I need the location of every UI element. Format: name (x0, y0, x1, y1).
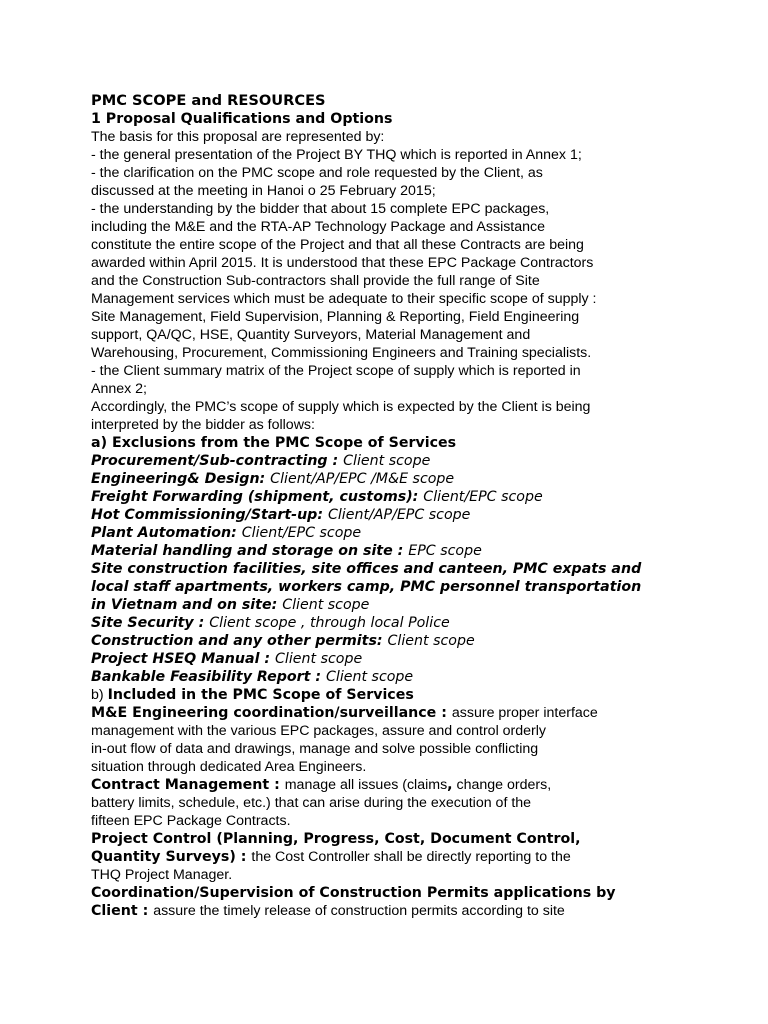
text-line (91, 326, 691, 344)
text-run: including the M&E and the RTA-AP Technology Package and Assistance (91, 219, 546, 235)
text-run: awarded within April 2015. It is understood that these EPC Package Contractors (91, 255, 594, 271)
text-run: interpreted by the bidder as follows: (91, 417, 315, 433)
text-run: Construction and any other permits: (91, 633, 388, 649)
text-run: Accordingly, the PMC’s scope of supply which is expected by the Client is being (91, 399, 591, 415)
document-page (91, 92, 691, 920)
text-line (91, 542, 691, 560)
text-run: battery limits, schedule, etc.) that can arise during the execution of the (91, 795, 532, 811)
text-line (91, 254, 691, 272)
text-line (91, 812, 691, 830)
text-run: b) (91, 687, 108, 703)
text-run: assure proper interface (451, 705, 598, 721)
text-run: constitute the entire scope of the Project and that all these Contracts are being (91, 237, 584, 253)
text-run: - the understanding by the bidder that about 15 complete EPC packages, (91, 201, 550, 217)
text-line (91, 308, 691, 326)
text-run: EPC scope (408, 543, 482, 559)
text-line (91, 236, 691, 254)
text-run: , (447, 777, 453, 793)
text-run: - the general presentation of the Project BY THQ which is reported in Annex 1; (91, 147, 582, 163)
text-line (91, 902, 691, 920)
text-line (91, 470, 691, 488)
text-run: Engineering& Design: (91, 471, 271, 487)
text-run: The basis for this proposal are represented by: (91, 129, 385, 145)
text-run: support, QA/QC, HSE, Quantity Surveyors, Material Management and (91, 327, 531, 343)
text-line (91, 794, 691, 812)
text-run: Material handling and storage on site : (91, 543, 409, 559)
text-run: Procurement/Sub-contracting : (91, 453, 344, 469)
text-line (91, 776, 691, 794)
text-line (91, 884, 691, 902)
text-run: Client/AP/EPC /M&E scope (270, 471, 455, 487)
text-run: the Cost Controller shall be directly reporting to the (251, 849, 571, 865)
text-line (91, 164, 691, 182)
text-run: Project HSEQ Manual : (91, 651, 275, 667)
text-run: Client scope (343, 453, 431, 469)
text-line (91, 92, 691, 110)
text-run: Coordination/Supervision of Construction Permits applications by (91, 885, 616, 901)
text-run: Contract Management : (91, 777, 285, 793)
text-run: Project Control (Planning, Progress, Cost, Document Control, (91, 831, 581, 847)
text-line (91, 650, 691, 668)
text-run: change orders, (452, 777, 552, 793)
text-line (91, 182, 691, 200)
text-line (91, 596, 691, 614)
text-run: - the clarification on the PMC scope and role requested by the Client, as (91, 165, 543, 181)
text-run: Plant Automation: (91, 525, 242, 541)
text-run: a) Exclusions from the PMC Scope of Services (91, 435, 457, 451)
text-line (91, 560, 691, 578)
text-run: Management services which must be adequate to their specific scope of supply : (91, 291, 597, 307)
text-run: discussed at the meeting in Hanoi o 25 February 2015; (91, 183, 436, 199)
text-line (91, 218, 691, 236)
text-line (91, 434, 691, 452)
text-run: assure the timely release of construction permits according to site (153, 903, 565, 919)
text-run: Client scope (282, 597, 370, 613)
text-line (91, 272, 691, 290)
text-line (91, 848, 691, 866)
text-line (91, 866, 691, 884)
text-line (91, 758, 691, 776)
text-run: Site construction facilities, site offices and canteen, PMC expats and (91, 561, 642, 577)
text-line (91, 146, 691, 164)
text-line (91, 344, 691, 362)
text-run: THQ Project Manager. (91, 867, 233, 883)
text-run: Client/AP/EPC scope (327, 507, 471, 523)
text-run: Hot Commissioning/Start-up: (91, 507, 328, 523)
text-run: local staff apartments, workers camp, PMC personnel transportation (91, 579, 642, 595)
text-run: Client scope (387, 633, 475, 649)
text-run: Annex 2; (91, 381, 148, 397)
text-line (91, 452, 691, 470)
text-line (91, 380, 691, 398)
text-run: situation through dedicated Area Engineers. (91, 759, 367, 775)
text-run: M&E Engineering coordination/surveillance : (91, 705, 452, 721)
text-run: manage all issues (claims (284, 777, 448, 793)
text-run: Bankable Feasibility Report : (91, 669, 326, 685)
text-line (91, 632, 691, 650)
text-line (91, 614, 691, 632)
text-run: Warehousing, Procurement, Commissioning Engineers and Training specialists. (91, 345, 592, 361)
text-line (91, 362, 691, 380)
text-run: fifteen EPC Package Contracts. (91, 813, 291, 829)
text-run: Client scope , through local Police (209, 615, 450, 631)
text-line (91, 506, 691, 524)
text-run: Freight Forwarding (shipment, customs): (91, 489, 424, 505)
text-run: Site Management, Field Supervision, Planning & Reporting, Field Engineering (91, 309, 580, 325)
text-line (91, 686, 691, 704)
text-line (91, 200, 691, 218)
text-line (91, 290, 691, 308)
text-line (91, 110, 691, 128)
text-run: 1 Proposal Qualifications and Options (91, 111, 393, 127)
text-line (91, 668, 691, 686)
text-run: in-out flow of data and drawings, manage and solve possible conflicting (91, 741, 539, 757)
text-run: Site Security : (91, 615, 210, 631)
text-line (91, 524, 691, 542)
text-run: Client scope (275, 651, 363, 667)
text-line (91, 398, 691, 416)
text-run: PMC SCOPE and RESOURCES (91, 92, 326, 109)
text-run: in Vietnam and on site: (91, 597, 283, 613)
text-run: Client/EPC scope (423, 489, 543, 505)
text-run: Client/EPC scope (241, 525, 362, 541)
text-line (91, 830, 691, 848)
text-run: Quantity Surveys) : (91, 849, 252, 865)
text-line (91, 488, 691, 506)
text-line (91, 416, 691, 434)
text-line (91, 704, 691, 722)
text-run: Client : (91, 903, 154, 919)
text-line (91, 740, 691, 758)
text-line (91, 128, 691, 146)
text-run: and the Construction Sub-contractors shall provide the full range of Site (91, 273, 540, 289)
text-run: Included in the PMC Scope of Services (107, 687, 414, 703)
text-run: Client scope (325, 669, 414, 685)
text-run: - the Client summary matrix of the Project scope of supply which is reported in (91, 363, 581, 379)
text-line (91, 722, 691, 740)
text-line (91, 578, 691, 596)
text-run: management with the various EPC packages, assure and control orderly (91, 723, 547, 739)
